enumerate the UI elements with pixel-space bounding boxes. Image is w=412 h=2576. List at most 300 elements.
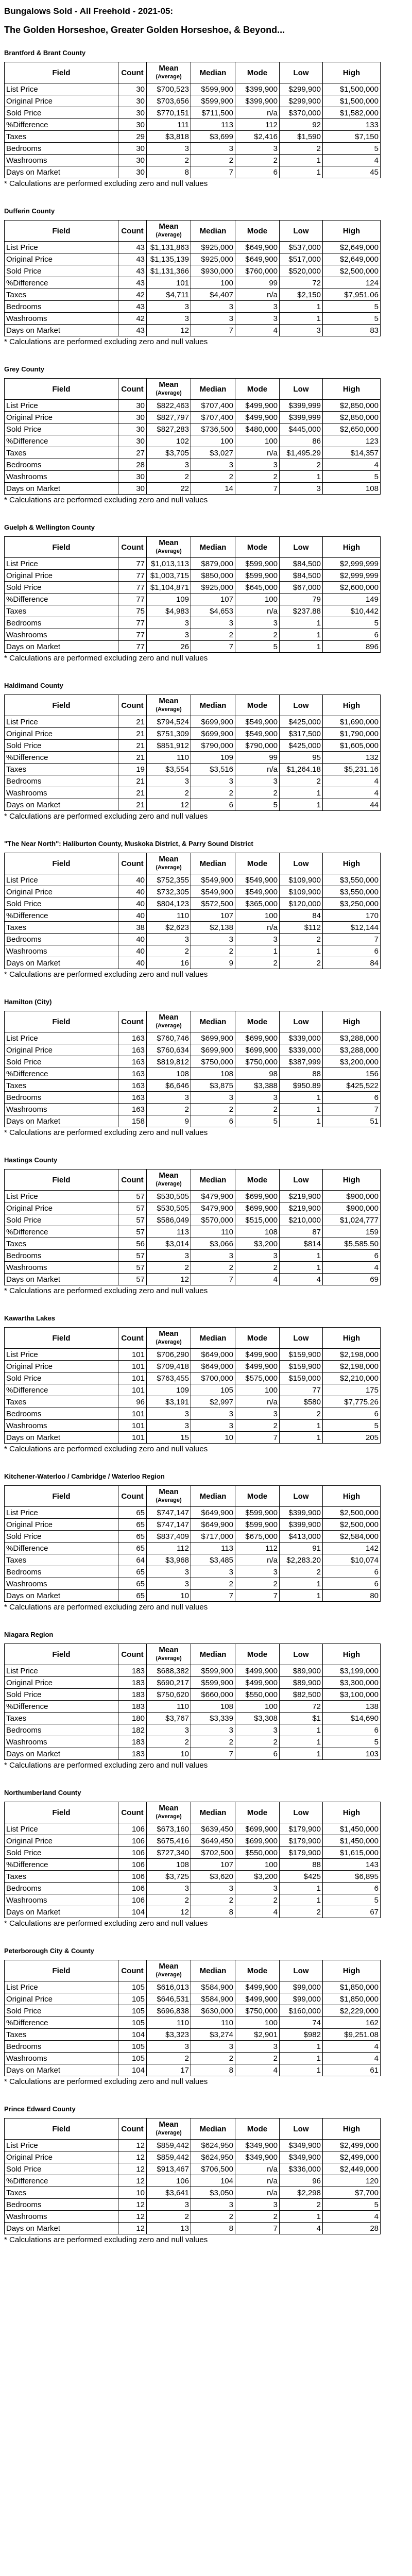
value-cell: $89,900 (280, 1677, 323, 1689)
value-cell: 1 (280, 2041, 323, 2053)
value-cell: $399,900 (280, 1507, 323, 1519)
column-header-mode: Mode (235, 1960, 280, 1981)
value-cell: 3 (235, 313, 280, 325)
value-cell: 77 (118, 558, 147, 570)
table-row (5, 2017, 381, 2029)
value-cell: $445,000 (280, 423, 323, 435)
field-name-cell: Washrooms (5, 1104, 118, 1115)
value-cell: 61 (323, 2064, 381, 2076)
field-name-cell: List Price (5, 1981, 118, 1993)
value-cell: 5 (323, 471, 381, 483)
value-cell: 57 (118, 1226, 147, 1238)
table-row (5, 740, 381, 752)
value-cell: 1 (280, 629, 323, 641)
value-cell: 12 (118, 2140, 147, 2151)
value-cell: $4,711 (147, 289, 191, 301)
value-cell: 6 (323, 1566, 381, 1578)
table-row (5, 1847, 381, 1859)
value-cell: 6 (323, 1883, 381, 1894)
column-header-low: Low (280, 1328, 323, 1349)
value-cell: $399,900 (235, 95, 280, 107)
value-cell: $1,500,000 (323, 95, 381, 107)
value-cell: 5 (323, 143, 381, 155)
value-cell: $925,000 (191, 253, 235, 265)
value-cell: 65 (118, 1590, 147, 1602)
value-cell: $660,000 (191, 1689, 235, 1701)
value-cell: 88 (280, 1068, 323, 1080)
table-header-row (5, 1170, 381, 1191)
calculation-note: * Calculations are performed excluding zero and null values (4, 1286, 208, 1295)
table-row (5, 459, 381, 471)
column-header-mode: Mode (235, 853, 280, 874)
field-name-cell: %Difference (5, 1859, 118, 1871)
column-header-high: High (323, 1802, 381, 1823)
value-cell: 3 (147, 143, 191, 155)
table-row (5, 945, 381, 957)
value-cell: $599,900 (235, 1507, 280, 1519)
value-cell: 12 (147, 1274, 191, 1285)
value-cell: 105 (118, 2041, 147, 2053)
field-name-cell: Sold Price (5, 740, 118, 752)
value-cell: 110 (191, 2017, 235, 2029)
column-header-low: Low (280, 537, 323, 558)
value-cell: $339,000 (280, 1032, 323, 1044)
value-cell: $736,500 (191, 423, 235, 435)
field-name-cell: Taxes (5, 1713, 118, 1724)
field-name-cell: Bedrooms (5, 775, 118, 787)
value-cell: $399,999 (280, 400, 323, 412)
value-cell: 170 (323, 910, 381, 922)
value-cell: 7 (235, 1432, 280, 1444)
field-name-cell: Bedrooms (5, 459, 118, 471)
table-row (5, 1689, 381, 1701)
value-cell: 2 (147, 1104, 191, 1115)
value-cell: $2,298 (280, 2187, 323, 2199)
value-cell: 38 (118, 922, 147, 934)
field-name-cell: Sold Price (5, 107, 118, 119)
column-header-mode: Mode (235, 1486, 280, 1507)
value-cell: $900,000 (323, 1202, 381, 1214)
field-name-cell: Sold Price (5, 1689, 118, 1701)
region-section (4, 1156, 408, 1295)
table-row (5, 1543, 381, 1554)
value-cell: 6 (191, 799, 235, 811)
column-header-high: High (323, 62, 381, 83)
value-cell: $751,309 (147, 728, 191, 740)
value-cell: 3 (191, 934, 235, 945)
calculation-note: * Calculations are performed excluding zero and null values (4, 970, 208, 979)
calculation-note: * Calculations are performed excluding zero and null values (4, 1603, 208, 1612)
value-cell: 110 (147, 752, 191, 764)
value-cell: 10 (118, 2187, 147, 2199)
calculation-note: * Calculations are performed excluding zero and null values (4, 2235, 208, 2244)
value-cell: $399,900 (280, 1519, 323, 1531)
value-cell: 3 (191, 775, 235, 787)
value-cell: n/a (235, 289, 280, 301)
value-cell: 113 (147, 1226, 191, 1238)
column-header-field: Field (5, 1802, 118, 1823)
column-header-median: Median (191, 1170, 235, 1191)
table-row (5, 423, 381, 435)
value-cell: $550,000 (235, 1689, 280, 1701)
value-cell: 205 (323, 1432, 381, 1444)
table-row (5, 1748, 381, 1760)
value-cell: $750,000 (191, 1056, 235, 1068)
table-row (5, 412, 381, 423)
column-header-mode: Mode (235, 537, 280, 558)
value-cell: 1 (280, 787, 323, 799)
value-cell: $2,416 (235, 131, 280, 143)
region-section (4, 523, 408, 663)
value-cell: 69 (323, 1274, 381, 1285)
value-cell: 99 (235, 752, 280, 764)
field-name-cell: List Price (5, 874, 118, 886)
table-row (5, 1578, 381, 1590)
value-cell: 14 (191, 483, 235, 495)
value-cell: $237.88 (280, 605, 323, 617)
value-cell: 1 (280, 1724, 323, 1736)
mean-label: Mean (159, 1171, 179, 1180)
value-cell: 16 (147, 957, 191, 969)
table-header-row (5, 1960, 381, 1981)
region-sections (4, 49, 408, 2244)
table-row (5, 1507, 381, 1519)
value-cell: $2,449,000 (323, 2163, 381, 2175)
value-cell: 2 (191, 787, 235, 799)
field-name-cell: Days on Market (5, 2223, 118, 2234)
column-header-low: Low (280, 1170, 323, 1191)
value-cell: 3 (235, 1724, 280, 1736)
column-header-high: High (323, 537, 381, 558)
column-header-mean (147, 1802, 191, 1823)
value-cell: 3 (147, 1420, 191, 1432)
value-cell: $760,634 (147, 1044, 191, 1056)
mean-label: Mean (159, 380, 179, 389)
field-name-cell: Original Price (5, 1835, 118, 1847)
value-cell: 42 (118, 313, 147, 325)
table-row (5, 119, 381, 131)
value-cell: $530,505 (147, 1202, 191, 1214)
table-row (5, 253, 381, 265)
value-cell: $616,013 (147, 1981, 191, 1993)
value-cell: 10 (191, 1432, 235, 1444)
mean-sub-label: (Average) (156, 1339, 182, 1345)
value-cell: $3,288,000 (323, 1032, 381, 1044)
value-cell: 3 (147, 1724, 191, 1736)
value-cell: $572,500 (191, 898, 235, 910)
value-cell: $14,357 (323, 447, 381, 459)
value-cell: 5 (323, 1420, 381, 1432)
value-cell: $699,900 (191, 1044, 235, 1056)
table-header-row (5, 1011, 381, 1032)
value-cell: 2 (191, 471, 235, 483)
region-section (4, 365, 408, 504)
value-cell: $2,901 (235, 2029, 280, 2041)
mean-label: Mean (159, 2120, 179, 2129)
value-cell: $4,983 (147, 605, 191, 617)
value-cell: 108 (191, 1701, 235, 1713)
value-cell: $950.89 (280, 1080, 323, 1092)
value-cell: 10 (147, 1748, 191, 1760)
value-cell: $624,950 (191, 2151, 235, 2163)
value-cell: n/a (235, 922, 280, 934)
value-cell: $1,495.29 (280, 447, 323, 459)
value-cell: 1 (280, 1894, 323, 1906)
value-cell: $1,264.18 (280, 764, 323, 775)
mean-label: Mean (159, 1013, 179, 1022)
value-cell: 83 (323, 325, 381, 336)
field-name-cell: %Difference (5, 752, 118, 764)
value-cell: 109 (147, 594, 191, 605)
value-cell: 2 (235, 1420, 280, 1432)
value-cell: $82,500 (280, 1689, 323, 1701)
value-cell: $549,900 (235, 886, 280, 898)
column-header-high: High (323, 1011, 381, 1032)
value-cell: 1 (280, 799, 323, 811)
value-cell: $925,000 (191, 582, 235, 594)
value-cell: 6 (191, 1115, 235, 1127)
column-header-field: Field (5, 1486, 118, 1507)
field-name-cell: List Price (5, 716, 118, 728)
value-cell: 27 (118, 447, 147, 459)
value-cell: 28 (323, 2223, 381, 2234)
value-cell: 110 (191, 1226, 235, 1238)
value-cell: 163 (118, 1092, 147, 1104)
table-row (5, 1226, 381, 1238)
column-header-mode: Mode (235, 1328, 280, 1349)
column-header-mode: Mode (235, 379, 280, 400)
value-cell: 1 (280, 301, 323, 313)
value-cell: 3 (191, 1092, 235, 1104)
value-cell: 12 (118, 2163, 147, 2175)
value-cell: 6 (235, 1748, 280, 1760)
value-cell: 3 (147, 1566, 191, 1578)
column-header-count: Count (118, 62, 147, 83)
value-cell: 105 (118, 2017, 147, 2029)
value-cell: 51 (323, 1115, 381, 1127)
field-name-cell: Days on Market (5, 1274, 118, 1285)
value-cell: $549,900 (191, 874, 235, 886)
value-cell: $646,531 (147, 1993, 191, 2005)
value-cell: 100 (235, 2017, 280, 2029)
value-cell: 9 (147, 1115, 191, 1127)
table-row (5, 728, 381, 740)
field-name-cell: Days on Market (5, 1432, 118, 1444)
value-cell: $649,900 (235, 253, 280, 265)
value-cell: n/a (235, 2187, 280, 2199)
value-cell: $649,000 (191, 1361, 235, 1372)
value-cell: $3,027 (191, 447, 235, 459)
table-row (5, 1736, 381, 1748)
value-cell: 7 (323, 1104, 381, 1115)
field-name-cell: Washrooms (5, 1420, 118, 1432)
value-cell: 2 (235, 1578, 280, 1590)
value-cell: $900,000 (323, 1191, 381, 1202)
value-cell: 75 (118, 605, 147, 617)
table-header-row (5, 1644, 381, 1665)
value-cell: 3 (147, 1092, 191, 1104)
value-cell: $827,797 (147, 412, 191, 423)
value-cell: 1 (280, 1748, 323, 1760)
field-name-cell: Original Price (5, 1202, 118, 1214)
column-header-median: Median (191, 1011, 235, 1032)
value-cell: $349,900 (235, 2140, 280, 2151)
column-header-low: Low (280, 1644, 323, 1665)
value-cell: 2 (191, 2211, 235, 2223)
value-cell: 77 (118, 641, 147, 653)
table-row (5, 400, 381, 412)
value-cell: 2 (280, 1906, 323, 1918)
mean-sub-label: (Average) (156, 1023, 182, 1029)
value-cell: 1 (280, 1115, 323, 1127)
table-row (5, 799, 381, 811)
value-cell: 87 (280, 1226, 323, 1238)
value-cell: 2 (235, 2211, 280, 2223)
value-cell: 3 (191, 143, 235, 155)
table-row (5, 1823, 381, 1835)
value-cell: $67,000 (280, 582, 323, 594)
field-name-cell: %Difference (5, 2017, 118, 2029)
table-row (5, 95, 381, 107)
stats-table (4, 1011, 381, 1127)
value-cell: 43 (118, 253, 147, 265)
value-cell: 106 (118, 1823, 147, 1835)
table-row (5, 2211, 381, 2223)
table-header-row (5, 379, 381, 400)
value-cell: 1 (280, 1432, 323, 1444)
value-cell: $580 (280, 1396, 323, 1408)
value-cell: 3 (147, 2199, 191, 2211)
value-cell: 65 (118, 1578, 147, 1590)
calculation-note: * Calculations are performed excluding zero and null values (4, 1919, 208, 1928)
field-name-cell: Days on Market (5, 957, 118, 969)
value-cell: $850,000 (191, 570, 235, 582)
value-cell: 3 (191, 1420, 235, 1432)
value-cell: 3 (280, 325, 323, 336)
column-header-high: High (323, 695, 381, 716)
value-cell: 30 (118, 471, 147, 483)
value-cell: $84,500 (280, 558, 323, 570)
value-cell: 105 (118, 1993, 147, 2005)
value-cell: 182 (118, 1724, 147, 1736)
value-cell: $700,000 (191, 1372, 235, 1384)
value-cell: 30 (118, 83, 147, 95)
value-cell: $1,590 (280, 131, 323, 143)
value-cell: 1 (280, 641, 323, 653)
value-cell: 1 (280, 2211, 323, 2223)
table-row (5, 1677, 381, 1689)
value-cell: $690,217 (147, 1677, 191, 1689)
value-cell: $732,305 (147, 886, 191, 898)
table-row (5, 471, 381, 483)
table-row (5, 582, 381, 594)
value-cell: $747,147 (147, 1507, 191, 1519)
table-row (5, 483, 381, 495)
value-cell: $1,790,000 (323, 728, 381, 740)
value-cell: $1,450,000 (323, 1823, 381, 1835)
value-cell: 162 (323, 2017, 381, 2029)
column-header-count: Count (118, 1328, 147, 1349)
value-cell: 9 (191, 957, 235, 969)
value-cell: $859,442 (147, 2140, 191, 2151)
value-cell: 10 (147, 1590, 191, 1602)
value-cell: 5 (235, 641, 280, 653)
value-cell: 4 (323, 2211, 381, 2223)
table-row (5, 1701, 381, 1713)
value-cell: 163 (118, 1080, 147, 1092)
stats-table (4, 2118, 381, 2234)
table-row (5, 1115, 381, 1127)
value-cell: 104 (118, 2064, 147, 2076)
value-cell: $752,355 (147, 874, 191, 886)
value-cell: 3 (235, 1566, 280, 1578)
table-row (5, 155, 381, 166)
stats-table (4, 1485, 381, 1602)
value-cell: $760,746 (147, 1032, 191, 1044)
value-cell: $89,900 (280, 1665, 323, 1677)
field-name-cell: Taxes (5, 1080, 118, 1092)
value-cell: 3 (191, 301, 235, 313)
value-cell: 65 (118, 1519, 147, 1531)
field-name-cell: List Price (5, 242, 118, 253)
value-cell: 2 (280, 459, 323, 471)
value-cell: 84 (280, 910, 323, 922)
field-name-cell: Washrooms (5, 1736, 118, 1748)
table-row (5, 629, 381, 641)
table-row (5, 143, 381, 155)
value-cell: 30 (118, 423, 147, 435)
column-header-low: Low (280, 1486, 323, 1507)
column-header-median: Median (191, 62, 235, 83)
value-cell: $4,407 (191, 289, 235, 301)
field-name-cell: Sold Price (5, 2163, 118, 2175)
column-header-median: Median (191, 853, 235, 874)
value-cell: 2 (191, 1262, 235, 1274)
value-cell: $827,283 (147, 423, 191, 435)
value-cell: $425,000 (280, 740, 323, 752)
field-name-cell: %Difference (5, 1543, 118, 1554)
mean-label: Mean (159, 1962, 179, 1971)
value-cell: 2 (147, 2211, 191, 2223)
field-name-cell: Days on Market (5, 325, 118, 336)
value-cell: 3 (235, 617, 280, 629)
calculation-note: * Calculations are performed excluding zero and null values (4, 2077, 208, 2086)
value-cell: $349,900 (280, 2151, 323, 2163)
value-cell: $499,900 (235, 1993, 280, 2005)
table-row (5, 716, 381, 728)
calculation-note: * Calculations are performed excluding zero and null values (4, 812, 208, 821)
field-name-cell: List Price (5, 1032, 118, 1044)
column-header-field: Field (5, 221, 118, 242)
table-row (5, 2151, 381, 2163)
value-cell: 149 (323, 594, 381, 605)
column-header-count: Count (118, 1486, 147, 1507)
value-cell: 12 (147, 799, 191, 811)
table-row (5, 910, 381, 922)
value-cell: 104 (191, 2175, 235, 2187)
region-title: "The Near North": Haliburton County, Muskoka District, & Parry Sound District (4, 840, 253, 848)
value-cell: $399,999 (280, 412, 323, 423)
column-header-mean (147, 379, 191, 400)
table-row (5, 1724, 381, 1736)
stats-table (4, 1960, 381, 2076)
value-cell: 3 (147, 775, 191, 787)
field-name-cell: %Difference (5, 277, 118, 289)
value-cell: 77 (118, 629, 147, 641)
field-name-cell: %Difference (5, 119, 118, 131)
value-cell: 2 (235, 787, 280, 799)
value-cell: 2 (191, 945, 235, 957)
